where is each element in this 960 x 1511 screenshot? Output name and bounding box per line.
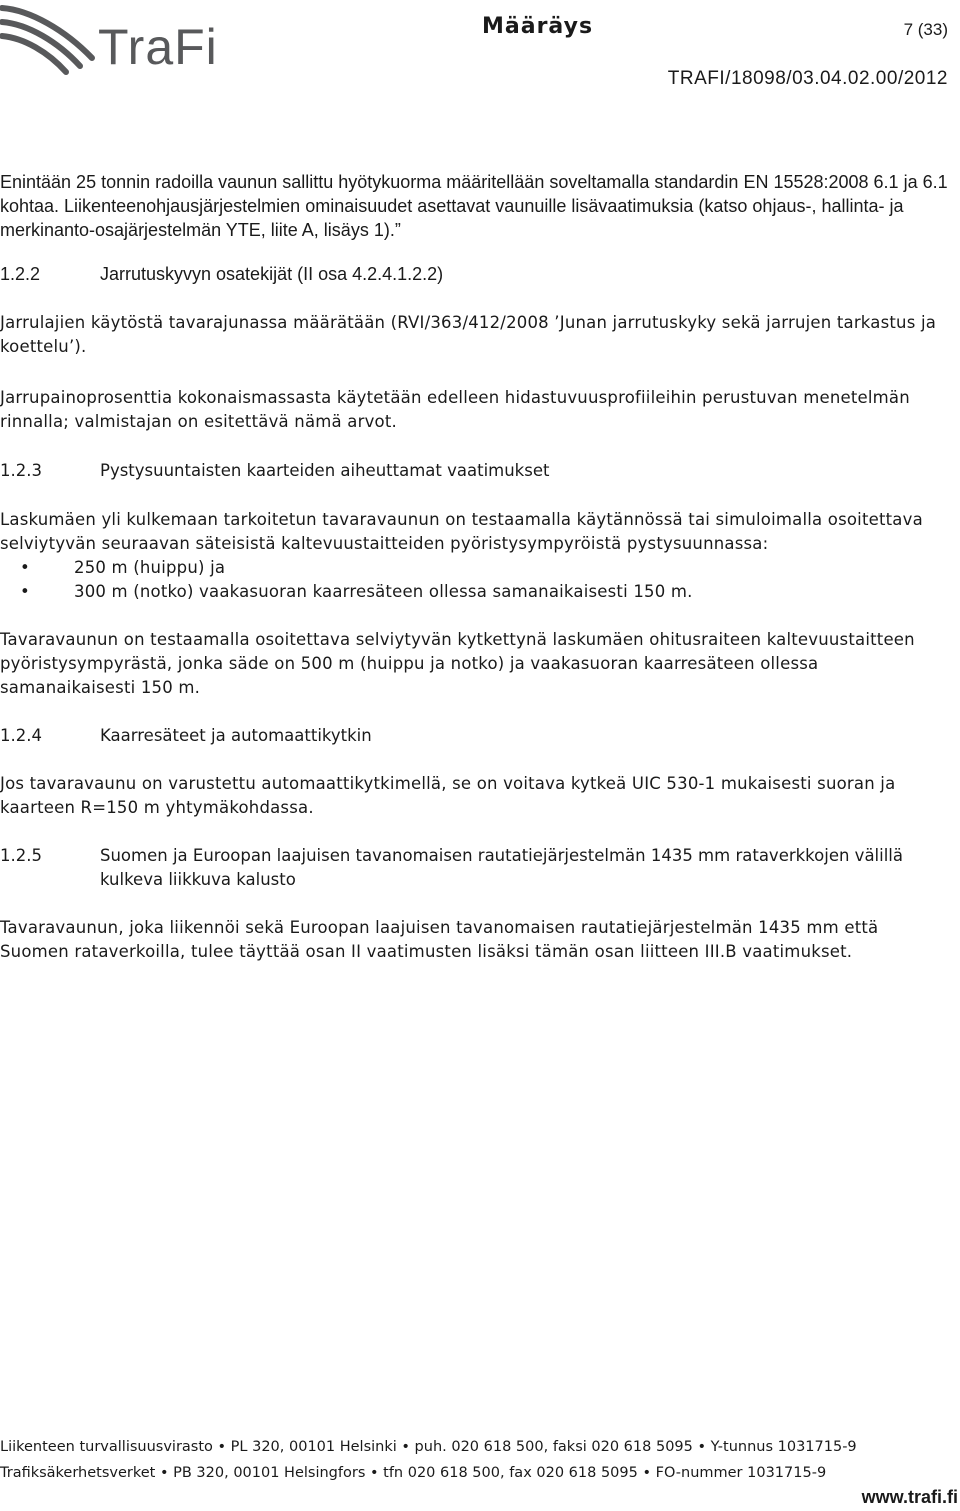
paragraph-brake-types: Jarrulajien käytöstä tavarajunassa määrätään (RVI/363/412/2008 ’Junan jarrutuskyky sekä jarrujen tarkastus ja koettelu’). [0, 313, 937, 356]
footer-website-link[interactable]: www.trafi.fi [861, 1487, 958, 1507]
list-item [0, 556, 952, 580]
paragraph-hump: Laskumäen yli kulkemaan tarkoitetun tavaravaunun on testaamalla käytännössä tai simuloimalla osoitettava selviytyvän seuraavan säteisistä kaltevuustaitteiden pyöristysympyröistä pystysuunnassa: [0, 510, 923, 553]
bullet-list [0, 556, 952, 604]
page-number: 7 (33) [903, 20, 948, 39]
section-heading-1-2-5 [0, 844, 952, 892]
bullet-icon: • [20, 558, 30, 577]
footer-address-sv: Trafiksäkerhetsverket • PB 320, 00101 Helsingfors • tfn 020 618 500, fax 020 618 5095 • FO-nummer 1031715-9 [0, 1465, 827, 1481]
section-title: Suomen ja Euroopan laajuisen tavanomaisen rautatiejärjestelmän 1435 mm rataverkkojen välillä kulkeva liikkuva kalusto [100, 846, 904, 889]
section-title: Jarrutuskyvyn osatekijät (II osa 4.2.4.1.2.2) [100, 264, 444, 284]
paragraph-payload: Enintään 25 tonnin radoilla vaunun sallittu hyötykuorma määritellään soveltamalla standardin EN 15528:2008 6.1 ja 6.1 kohtaa. Liikenteenohjausjärjestelmien ominaisuudet asettavat vaunuille lisävaatimuksia (katso ohjaus-, hallinta- ja merkinanto-osajärjestelmän YTE, liite A, lisäys 1).” [0, 172, 948, 240]
reference-number: TRAFI/18098/03.04.02.00/2012 [667, 68, 948, 89]
section-heading-1-2-4 [0, 724, 952, 748]
list-item-text: 300 m (notko) vaakasuoran kaarresäteen ollessa samanaikaisesti 150 m. [74, 582, 693, 601]
paragraph-brake-percentage: Jarrupainoprosenttia kokonaismassasta käytetään edelleen hidastuvuusprofiileihin perustuvan menetelmän rinnalla; valmistajan on esitettävä nämä arvot. [0, 388, 910, 431]
trafi-logo [0, 0, 230, 80]
section-heading-1-2-3 [0, 459, 952, 483]
section-number: 1.2.5 [0, 846, 42, 865]
list-item-text: 250 m (huippu) ja [74, 558, 226, 577]
document-body [0, 170, 952, 964]
section-title: Pystysuuntaisten kaarteiden aiheuttamat vaatimukset [100, 461, 550, 480]
section-number: 1.2.2 [0, 264, 41, 284]
paragraph-automatic-coupler: Jos tavaravaunu on varustettu automaattikytkimellä, se on voitava kytkeä UIC 530-1 mukaisesti suoran ja kaarteen R=150 m yhtymäkohdassa. [0, 774, 896, 817]
section-number: 1.2.3 [0, 461, 42, 480]
paragraph-rolling-stock: Tavaravaunun, joka liikennöi sekä Euroopan laajuisen tavanomaisen rautatiejärjestelmän 1435 mm että Suomen rataverkoilla, tulee täyttää osan II vaatimusten lisäksi tämän osan liitteen III.B vaatimukset. [0, 918, 879, 961]
section-number: 1.2.4 [0, 726, 42, 745]
section-title: Kaarresäteet ja automaattikytkin [100, 726, 372, 745]
footer-address-fi: Liikenteen turvallisuusvirasto • PL 320, 00101 Helsinki • puh. 020 618 500, faksi 020 618 5095 • Y-tunnus 1031715-9 [0, 1439, 857, 1455]
list-item [0, 580, 952, 604]
paragraph-hump-bypass: Tavaravaunun on testaamalla osoitettava selviytyvän kytkettynä laskumäen ohitusraiteen kaltevuustaitteen pyöristysympyrästä, jonka säde on 500 m (huippu ja notko) ja vaakasuoran kaarresäteen ollessa samanaikaisesti 150 m. [0, 630, 915, 697]
logo-text: TraFi [98, 19, 218, 75]
bullet-icon: • [20, 582, 30, 601]
page-footer [0, 1434, 960, 1486]
section-heading-1-2-2 [0, 262, 952, 286]
document-type-title: Määräys [482, 14, 594, 39]
